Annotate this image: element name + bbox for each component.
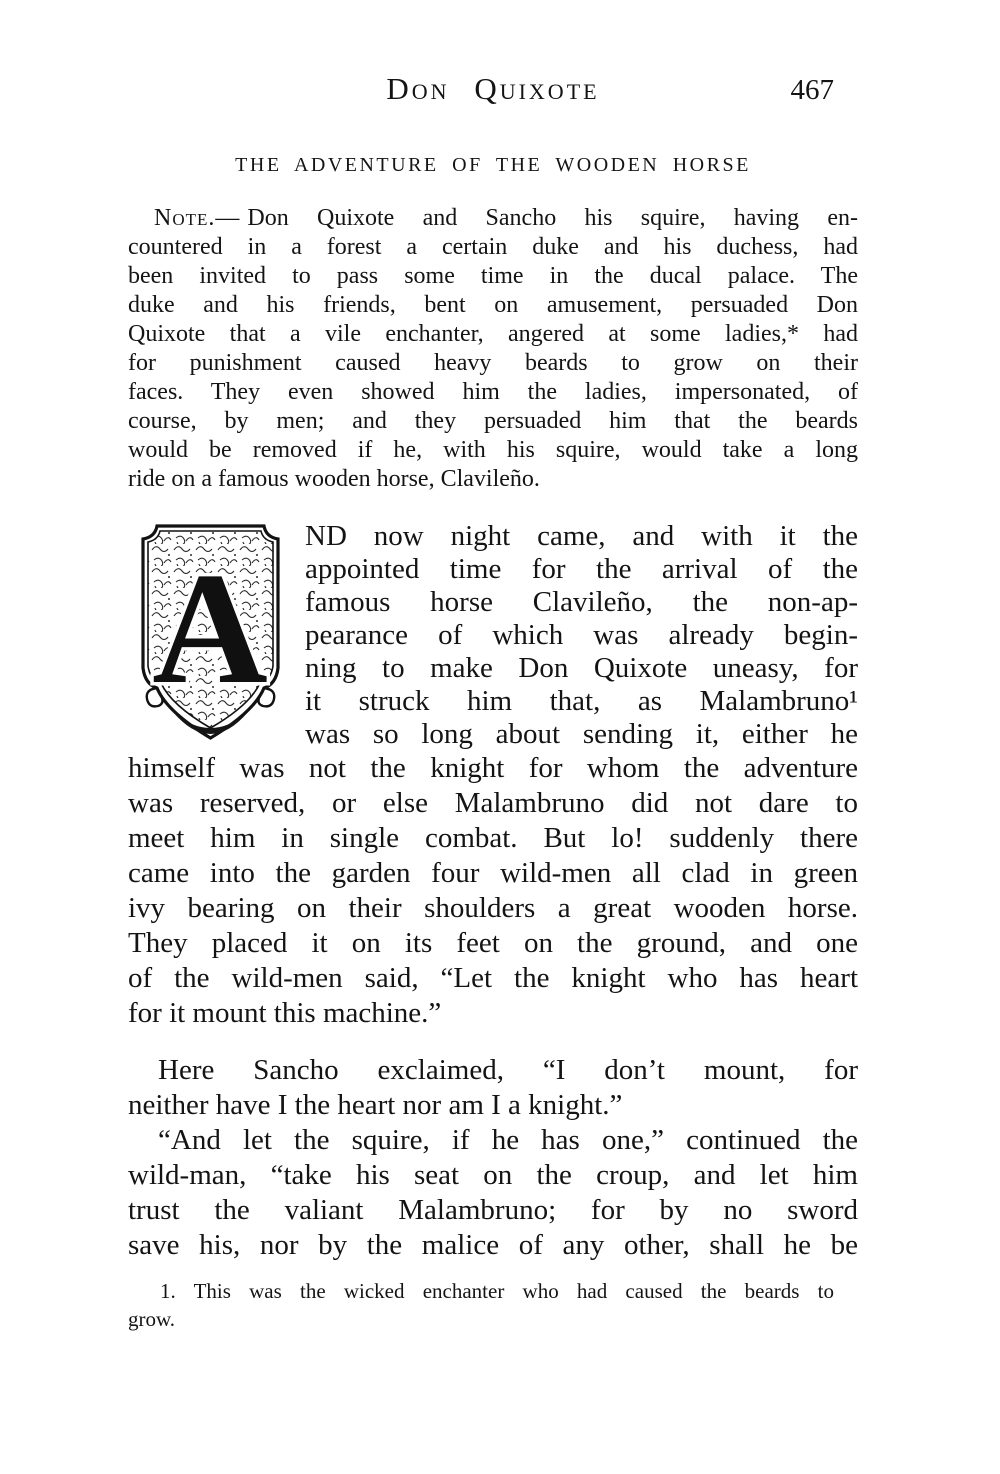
page-number: 467: [790, 74, 834, 106]
body-line: for it mount this machine.”: [128, 997, 442, 1029]
chapter-title: THE ADVENTURE OF THE WOODEN HORSE: [235, 154, 751, 176]
note-label: Note.—: [154, 205, 241, 231]
body-line: “And let the squire, if he has one,” continued the: [158, 1124, 858, 1156]
note-line: faces. They even showed him the ladies, impersonated, of: [128, 379, 858, 405]
drop-cap-ornament: [128, 522, 293, 754]
note-line: Quixote that a vile enchanter, angered at some ladies,* had: [128, 321, 858, 347]
note-line: ride on a famous wooden horse, Clavileño.: [128, 466, 540, 492]
body-line: ning to make Don Quixote uneasy, for: [305, 652, 858, 684]
body-line: was so long about sending it, either he: [305, 718, 858, 750]
note-line: would be removed if he, with his squire, would take a long: [128, 437, 858, 463]
note-line: been invited to pass some time in the ducal palace. The: [128, 263, 858, 289]
body-line: pearance of which was already begin-: [305, 619, 858, 651]
body-text: [128, 520, 858, 1263]
paragraph: [128, 1123, 858, 1263]
body-line: save his, nor by the malice of any other, shall he be: [128, 1229, 858, 1261]
page-title: Don Quixote: [386, 71, 600, 106]
drop-cap-letter: A: [152, 539, 268, 717]
body-line: They placed it on its feet on the ground, and one: [128, 927, 858, 959]
body-line: came into the garden four wild-men all clad in green: [128, 857, 858, 889]
body-line: ivy bearing on their shoulders a great wooden horse.: [128, 892, 858, 924]
body-line: himself was not the knight for whom the adventure: [128, 752, 858, 784]
paragraph: [128, 1053, 858, 1123]
note-block: [128, 204, 858, 494]
body-line: was reserved, or else Malambruno did not dare to: [128, 787, 858, 819]
footnote-line: grow.: [128, 1307, 176, 1331]
body-line: Here Sancho exclaimed, “I don’t mount, for: [158, 1054, 858, 1086]
note-line: duke and his friends, bent on amusement, persuaded Don: [128, 292, 858, 318]
note-line: [128, 204, 858, 233]
note-line: course, by men; and they persuaded him that the beards: [128, 408, 858, 434]
drop-cap-graphic: [128, 522, 293, 754]
body-line: ND now night came, and with it the: [305, 520, 858, 552]
body-line: meet him in single combat. But lo! suddenly there: [128, 822, 858, 854]
running-header: [128, 72, 858, 108]
body-line: neither have I the heart nor am I a knight.”: [128, 1089, 623, 1121]
footnote-line: 1. This was the wicked enchanter who had caused the beards to: [160, 1279, 834, 1303]
body-line: it struck him that, as Malambruno¹: [305, 685, 858, 717]
body-line: of the wild-men said, “Let the knight who has heart: [128, 962, 858, 994]
body-line: famous horse Clavileño, the non-ap-: [305, 586, 858, 618]
note-line-text: Don Quixote and Sancho his squire, having en-: [247, 205, 858, 231]
text-column: [128, 72, 858, 1333]
body-line: wild-man, “take his seat on the croup, and let him: [128, 1159, 858, 1191]
note-line: for punishment caused heavy beards to grow on their: [128, 350, 858, 376]
note-line: countered in a forest a certain duke and his duchess, had: [128, 234, 858, 260]
body-line: trust the valiant Malambruno; for by no sword: [128, 1194, 858, 1226]
body-line: appointed time for the arrival of the: [305, 553, 858, 585]
footnote: [128, 1277, 834, 1333]
